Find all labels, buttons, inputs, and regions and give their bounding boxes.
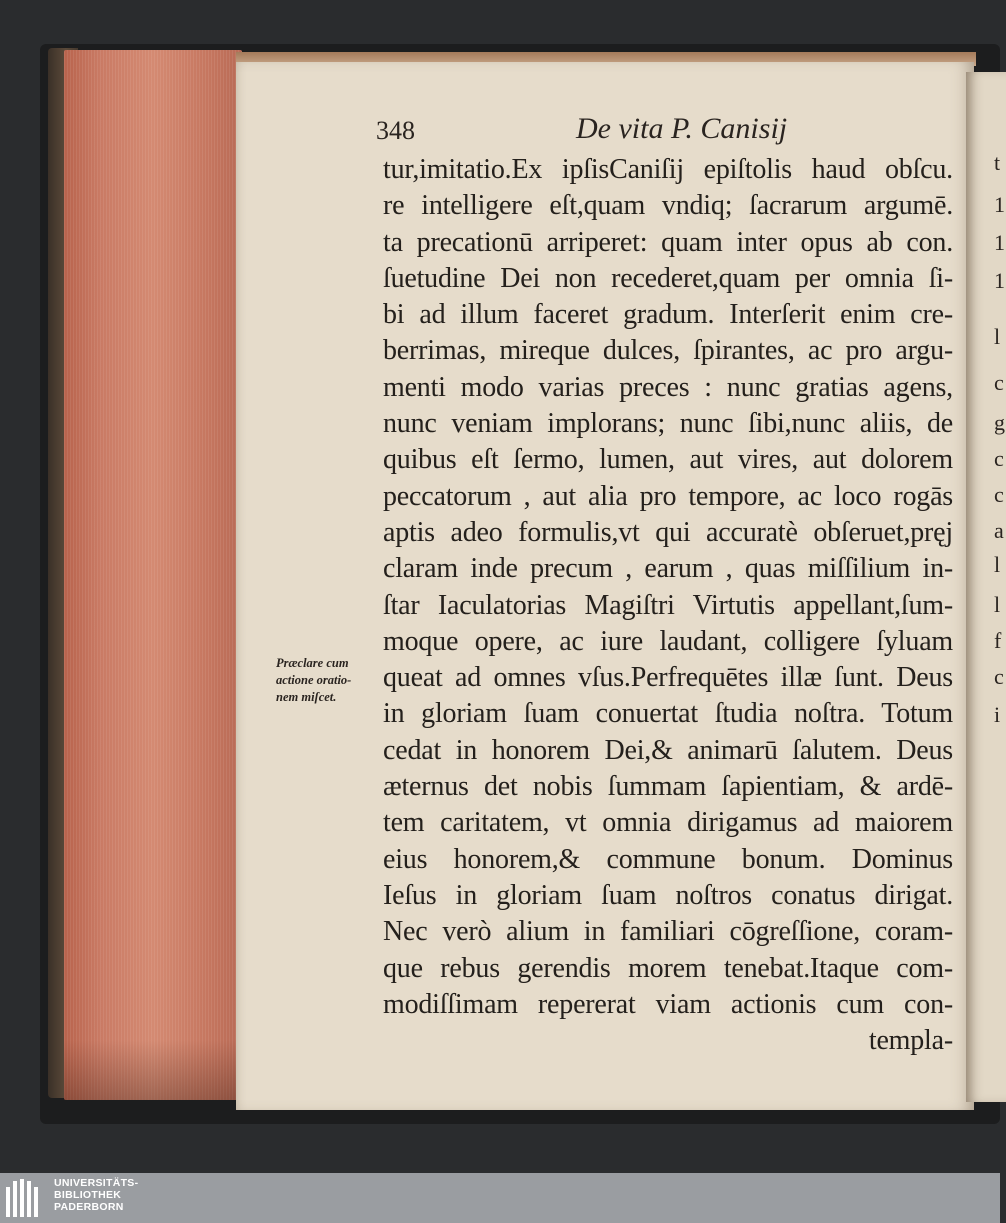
- text-line: in gloriam ſuam conuertat ſtudia noſtra. Totum: [383, 698, 953, 730]
- text-line: moque opere, ac iure laudant, colligere ſyluam: [383, 625, 953, 657]
- library-logo-icon: [6, 1179, 46, 1217]
- text-line: nunc veniam implorans; nunc ſibi,nunc aliis, de: [383, 408, 953, 440]
- text-line: ſtar Iaculatorias Magiſtri Virtutis appellant,ſum-: [383, 589, 953, 621]
- library-logo-line: PADERBORN: [54, 1201, 124, 1213]
- text-line: berrimas, mireque dulces, ſpirantes, ac pro argu-: [383, 335, 953, 367]
- marginal-note-line: actione oratio-: [276, 673, 352, 687]
- facing-page-glyph: t: [994, 150, 1001, 175]
- library-logo-line: UNIVERSITÄTS-: [54, 1177, 139, 1189]
- text-line: bi ad illum faceret gradum. Interſerit enim cre-: [383, 299, 953, 331]
- facing-page-glyph: l: [994, 324, 1001, 349]
- text-line: æternus det nobis ſummam ſapientiam, & ardē-: [383, 771, 953, 803]
- facing-page-glyph: 1: [994, 230, 1005, 255]
- facing-page-glyph: c: [994, 664, 1004, 689]
- library-logo-line: BIBLIOTHEK: [54, 1189, 122, 1201]
- text-line: ta precationū arriperet: quam inter opus ab con.: [383, 226, 953, 258]
- facing-page-glyph: a: [994, 518, 1004, 543]
- marginal-note: [276, 655, 376, 706]
- facing-page-glyph: l: [994, 552, 1001, 577]
- page-number: 348: [376, 116, 415, 145]
- text-line: aptis adeo formulis,vt qui accuratè obſeruet,pręj: [383, 516, 953, 548]
- facing-page-glyph: c: [994, 482, 1004, 507]
- text-line: eius honorem,& commune bonum. Dominus: [383, 843, 953, 875]
- text-line: cedat in honorem Dei,& animarū ſalutem. Deus: [383, 734, 953, 766]
- facing-page-glyph: c: [994, 370, 1004, 395]
- facing-page-glyph: 1: [994, 268, 1005, 293]
- facing-page-glyph: i: [994, 702, 1001, 727]
- page-edge-shade: [64, 1040, 242, 1100]
- text-line: peccatorum , aut alia pro tempore, ac loco rogās: [383, 480, 953, 512]
- text-line: re intelligere eſt,quam vndiq; ſacrarum argumē.: [383, 190, 953, 222]
- text-line: Nec verò alium in familiari cōgreſſione, coram-: [383, 916, 953, 948]
- library-footer-bar: [0, 1173, 1000, 1223]
- page-header: [376, 112, 936, 152]
- text-line: que rebus gerendis morem tenebat.Itaque com-: [383, 952, 953, 984]
- text-line: tem caritatem, vt omnia dirigamus ad maiorem: [383, 807, 953, 839]
- text-line: Ieſus in gloriam ſuam noſtros conatus dirigat.: [383, 879, 953, 911]
- running-head: De vita P. Canisij: [576, 112, 788, 145]
- text-line: quibus eſt ſermo, lumen, aut vires, aut dolorem: [383, 444, 953, 476]
- text-line: menti modo varias preces : nunc gratias agens,: [383, 371, 953, 403]
- text-line: ſuetudine Dei non recederet,quam per omnia ſi-: [383, 262, 953, 294]
- text-line: modiſſimam repererat viam actionis cum con-: [383, 988, 953, 1020]
- marginal-note-line: Præclare cum: [276, 656, 349, 670]
- body-text: [383, 152, 953, 1059]
- facing-page-glyph: c: [994, 446, 1004, 471]
- text-line: templa-: [868, 1025, 953, 1057]
- facing-page-glyph: l: [994, 592, 1001, 617]
- red-page-edges: [64, 50, 242, 1100]
- facing-page-glyph: f: [994, 628, 1002, 653]
- library-logo-text: [54, 1177, 138, 1213]
- facing-page-glyph: 1: [994, 192, 1005, 217]
- marginal-note-line: nem miſcet.: [276, 690, 337, 704]
- facing-page-glyph: g: [994, 410, 1005, 435]
- facing-page-fragment: [966, 72, 1006, 1102]
- text-line: tur,imitatio.Ex ipſisCaniſij epiſtolis haud obſcu.: [383, 154, 953, 185]
- text-line: claram inde precum , earum , quas miſſilium in-: [383, 553, 953, 585]
- text-line: queat ad omnes vſus.Perfrequētes illæ ſunt. Deus: [383, 662, 953, 694]
